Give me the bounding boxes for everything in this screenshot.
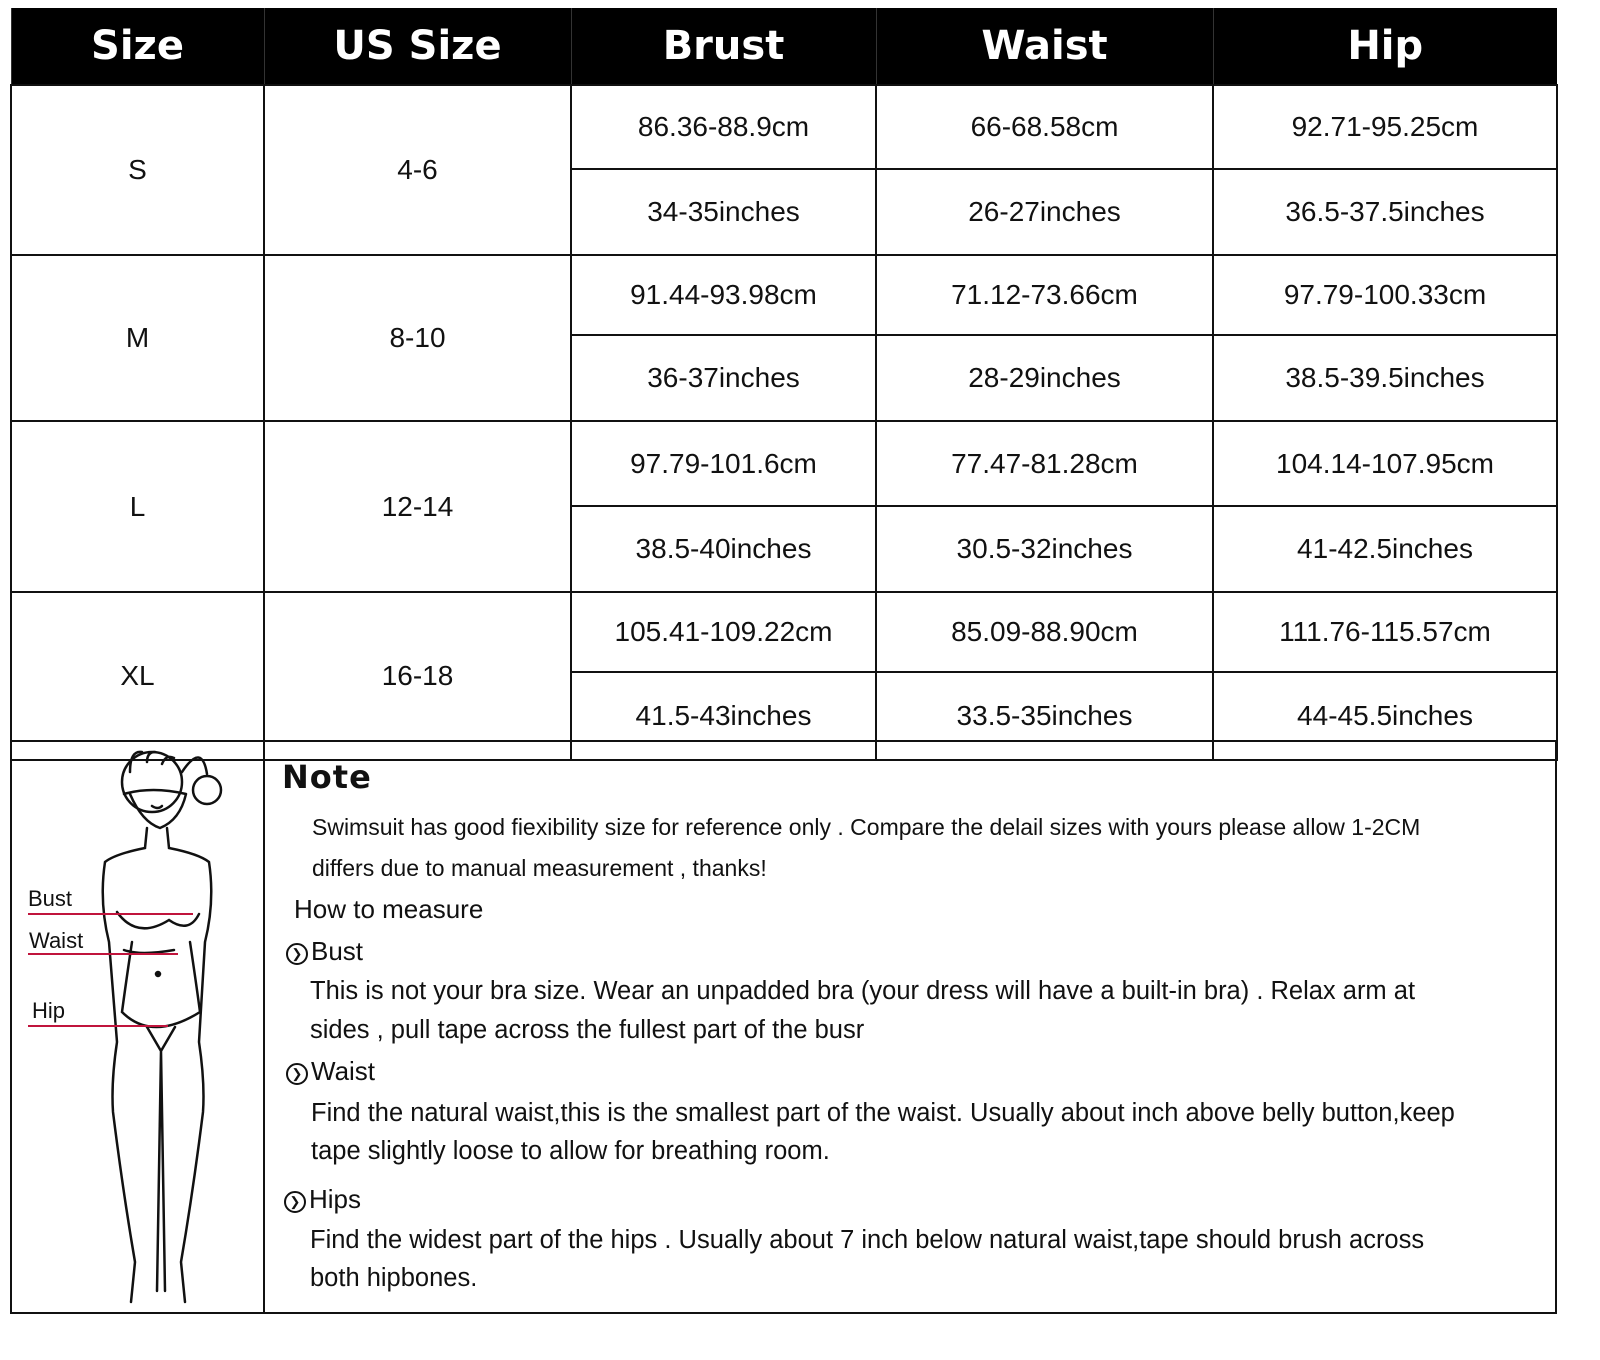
- hip-inches-cell: 38.5-39.5inches: [1213, 335, 1557, 421]
- size-cell: L: [11, 421, 264, 592]
- waist-inches-cell: 26-27inches: [876, 169, 1213, 255]
- waist-cm-cell: 66-68.58cm: [876, 85, 1213, 169]
- circle-arrow-icon: ❯: [286, 943, 308, 965]
- body-figure: [12, 742, 265, 1312]
- circle-arrow-icon: ❯: [286, 1063, 308, 1085]
- waist-inches-cell: 28-29inches: [876, 335, 1213, 421]
- header-hip: Hip: [1213, 8, 1557, 85]
- notes-panel: [10, 740, 1557, 1314]
- hip-cm-cell: 97.79-100.33cm: [1213, 255, 1557, 335]
- waist-line-1: Find the natural waist,this is the smallest part of the waist. Usually about inch above belly button,keep: [311, 1099, 1455, 1127]
- bust-line-2: sides , pull tape across the fullest part of the busr: [310, 1016, 865, 1044]
- circle-arrow-icon: ❯: [284, 1191, 306, 1213]
- how-to-measure: How to measure: [294, 894, 484, 924]
- hips-line-2: both hipbones.: [310, 1264, 478, 1292]
- table-row: [11, 592, 1557, 672]
- bust-title: Bust: [311, 936, 364, 966]
- bust-cm-cell: 86.36-88.9cm: [571, 85, 876, 169]
- waist-label: Waist: [29, 928, 84, 953]
- waist-inches-cell: 33.5-35inches: [876, 672, 1213, 760]
- bust-line-1: This is not your bra size. Wear an unpadded bra (your dress will have a built-in bra) . Relax arm at: [310, 977, 1416, 1005]
- hip-inches-cell: 36.5-37.5inches: [1213, 169, 1557, 255]
- waist-title: Waist: [311, 1056, 376, 1086]
- hip-label: Hip: [32, 998, 66, 1023]
- hip-inches-cell: 41-42.5inches: [1213, 506, 1557, 592]
- header-us-size: US Size: [264, 8, 571, 85]
- us-size-cell: 16-18: [264, 592, 571, 760]
- bust-inches-cell: 34-35inches: [571, 169, 876, 255]
- intro-line-2: differs due to manual measurement , thanks!: [312, 855, 767, 881]
- table-row: [11, 255, 1557, 335]
- table-row: [11, 421, 1557, 506]
- hip-line: [28, 1025, 168, 1027]
- hip-cm-cell: 111.76-115.57cm: [1213, 592, 1557, 672]
- size-cell: M: [11, 255, 264, 421]
- header-waist: Waist: [876, 8, 1213, 85]
- hips-title: Hips: [309, 1184, 362, 1214]
- hips-heading: [284, 1184, 361, 1215]
- hip-cm-cell: 104.14-107.95cm: [1213, 421, 1557, 506]
- woman-outline-icon: [12, 742, 263, 1312]
- bust-inches-cell: 41.5-43inches: [571, 672, 876, 760]
- waist-cm-cell: 71.12-73.66cm: [876, 255, 1213, 335]
- hip-inches-cell: 44-45.5inches: [1213, 672, 1557, 760]
- us-size-cell: 8-10: [264, 255, 571, 421]
- waist-heading: [286, 1056, 375, 1087]
- waist-cm-cell: 77.47-81.28cm: [876, 421, 1213, 506]
- bust-heading: [286, 936, 363, 967]
- size-chart-table: [10, 8, 1558, 761]
- bust-inches-cell: 36-37inches: [571, 335, 876, 421]
- header-size: Size: [11, 8, 264, 85]
- intro-line-1: Swimsuit has good fiexibility size for reference only . Compare the delail sizes with yours please allow 1-2CM: [312, 814, 1421, 840]
- size-cell: S: [11, 85, 264, 255]
- hips-line-1: Find the widest part of the hips . Usually about 7 inch below natural waist,tape should brush across: [310, 1226, 1425, 1254]
- hip-cm-cell: 92.71-95.25cm: [1213, 85, 1557, 169]
- header-bust: Brust: [571, 8, 876, 85]
- table-header-row: [11, 8, 1557, 85]
- waist-cm-cell: 85.09-88.90cm: [876, 592, 1213, 672]
- waist-line-2: tape slightly loose to allow for breathing room.: [311, 1137, 830, 1165]
- us-size-cell: 12-14: [264, 421, 571, 592]
- waist-line: [28, 953, 178, 955]
- bust-label: Bust: [28, 886, 73, 911]
- bust-inches-cell: 38.5-40inches: [571, 506, 876, 592]
- us-size-cell: 4-6: [264, 85, 571, 255]
- bust-cm-cell: 105.41-109.22cm: [571, 592, 876, 672]
- note-title: Note: [282, 758, 372, 796]
- table-row: [11, 85, 1557, 169]
- bust-cm-cell: 97.79-101.6cm: [571, 421, 876, 506]
- size-cell: XL: [11, 592, 264, 760]
- bust-cm-cell: 91.44-93.98cm: [571, 255, 876, 335]
- bust-line: [28, 913, 193, 915]
- waist-inches-cell: 30.5-32inches: [876, 506, 1213, 592]
